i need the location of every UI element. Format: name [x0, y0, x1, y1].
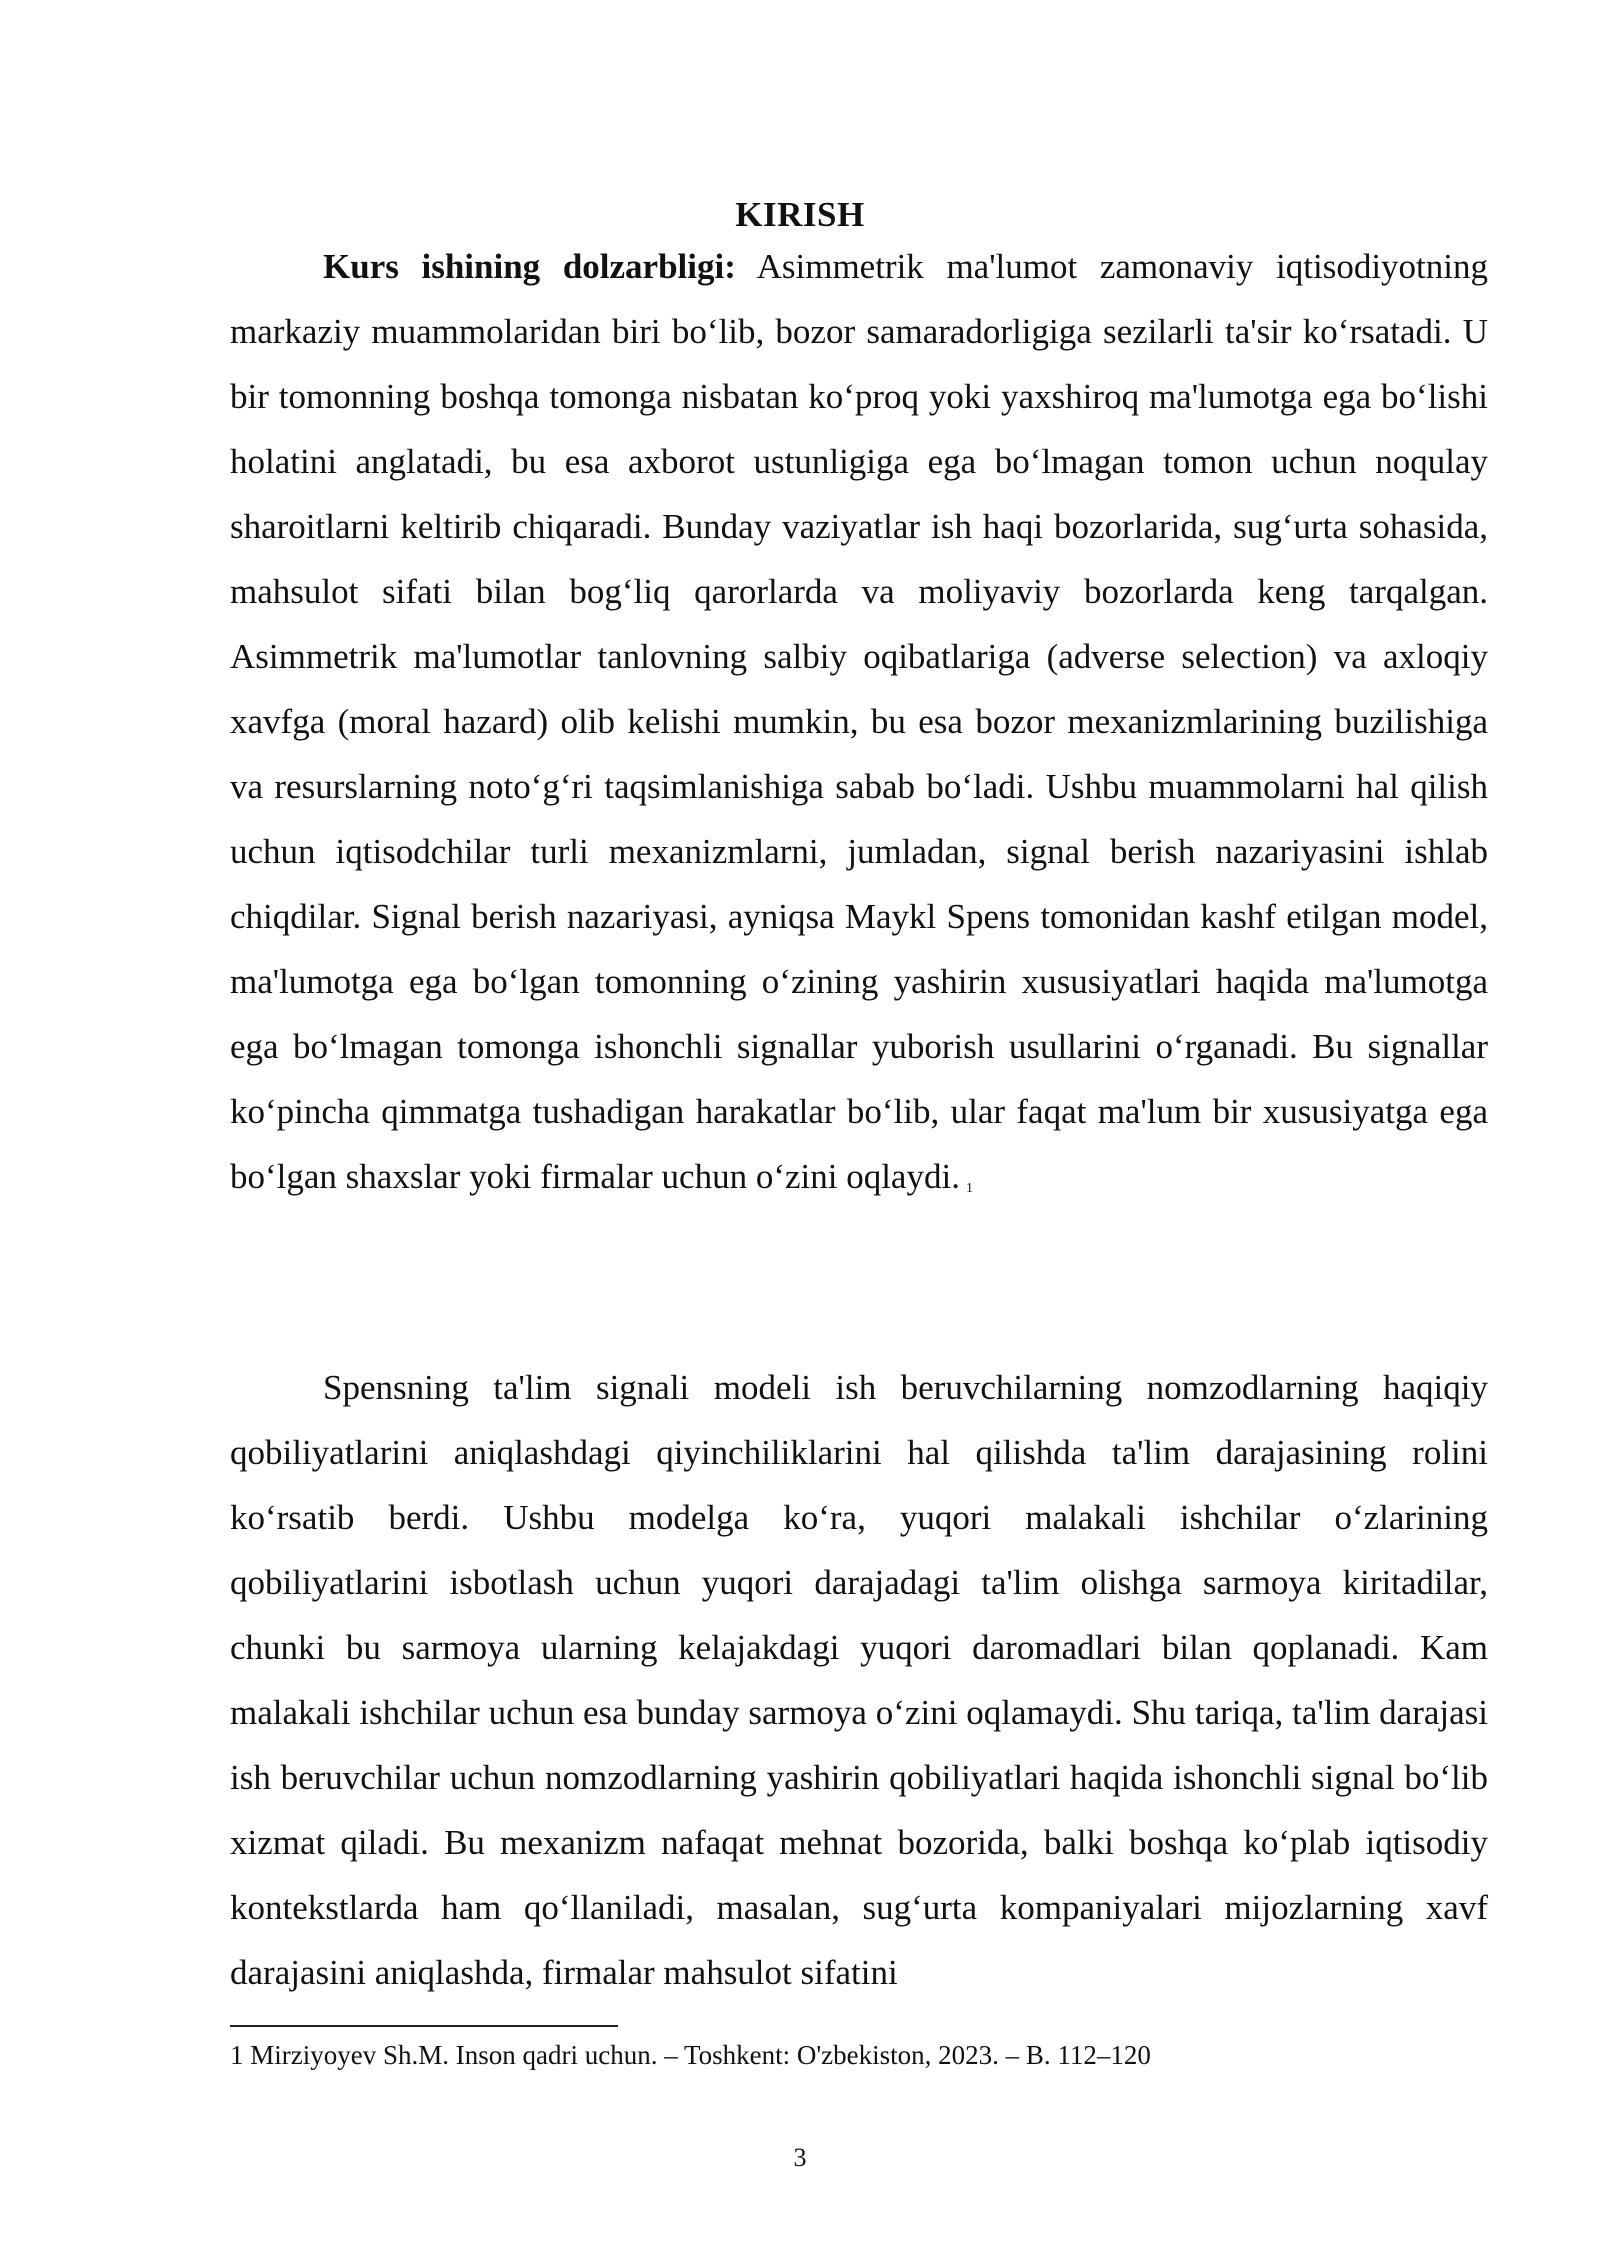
- paragraph-lead-bold: Kurs ishining dolzarbligi:: [323, 247, 736, 286]
- paragraph-spence-model-text: Spensning ta'lim signali modeli ish beruvchilarning nomzodlarning haqiqiy qobiliyatlarini aniqlashdagi qiyinchiliklarini hal qilishda ta'lim darajasining rolini ko‘rsatib berdi. Ushbu modelga ko‘ra, yuqori malakali ishchilar o‘zlarining qobiliyatlarini isbotlash uchun yuqori darajadagi ta'lim olishga sarmoya kiritadilar, chunki bu sarmoya ularning kelajakdagi yuqori daromadlari bilan qoplanadi. Kam malakali ishchilar uchun esa bunday sarmoya o‘zini oqlamaydi. Shu tariqa, ta'lim darajasi ish beruvchilar uchun nomzodlarning yashirin qobiliyatlari haqida ishonchli signal bo‘lib xizmat qiladi. Bu mexanizm nafaqat mehnat bozorida, balki boshqa ko‘plab iqtisodiy kontekstlarda ham qo‘llaniladi, masalan, sug‘urta kompaniyalari mijozlarning xavf darajasini aniqlashda, firmalar mahsulot sifatini: [230, 1368, 1488, 1992]
- footnote-reference[interactable]: 1: [965, 1181, 973, 1196]
- paragraph-relevance: [230, 234, 1488, 1209]
- paragraph-spence-model: [230, 1355, 1488, 2005]
- section-heading: KIRISH: [735, 195, 865, 234]
- paragraph-relevance-text: Asimmetrik ma'lumot zamonaviy iqtisodiyotning markaziy muammolaridan biri bo‘lib, bozor samaradorligiga sezilarli ta'sir ko‘rsatadi. U bir tomonning boshqa tomonga nisbatan ko‘proq yoki yaxshiroq ma'lumotga ega bo‘lishi holatini anglatadi, bu esa axborot ustunligiga ega bo‘lmagan tomon uchun noqulay sharoitlarni keltirib chiqaradi. Bunday vaziyatlar ish haqi bozorlarida, sug‘urta sohasida, mahsulot sifati bilan bog‘liq qarorlarda va moliyaviy bozorlarda keng tarqalgan. Asimmetrik ma'lumotlar tanlovning salbiy oqibatlariga (adverse selection) va axloqiy xavfga (moral hazard) olib kelishi mumkin, bu esa bozor mexanizmlarining buzilishiga va resurslarning noto‘g‘ri taqsimlanishiga sabab bo‘ladi. Ushbu muammolarni hal qilish uchun iqtisodchilar turli mexanizmlarni, jumladan, signal berish nazariyasini ishlab chiqdilar. Signal berish nazariyasi, ayniqsa Maykl Spens tomonidan kashf etilgan model, ma'lumotga ega bo‘lgan tomonning o‘zining yashirin xususiyatlari haqida ma'lumotga ega bo‘lmagan tomonga ishonchli signallar yuborish usullarini o‘rganadi. Bu signallar ko‘pincha qimmatga tushadigan harakatlar bo‘lib, ular faqat ma'lum bir xususiyatga ega bo‘lgan shaxslar yoki firmalar uchun o‘zini oqlaydi.: [230, 247, 1489, 1196]
- footnote-separator: [230, 2025, 618, 2027]
- footnote-text: 1 Mirziyoyev Sh.M. Inson qadri uchun. – Toshkent: O'zbekiston, 2023. – B. 112–120: [230, 2040, 1151, 2070]
- page-number: 3: [793, 2143, 807, 2172]
